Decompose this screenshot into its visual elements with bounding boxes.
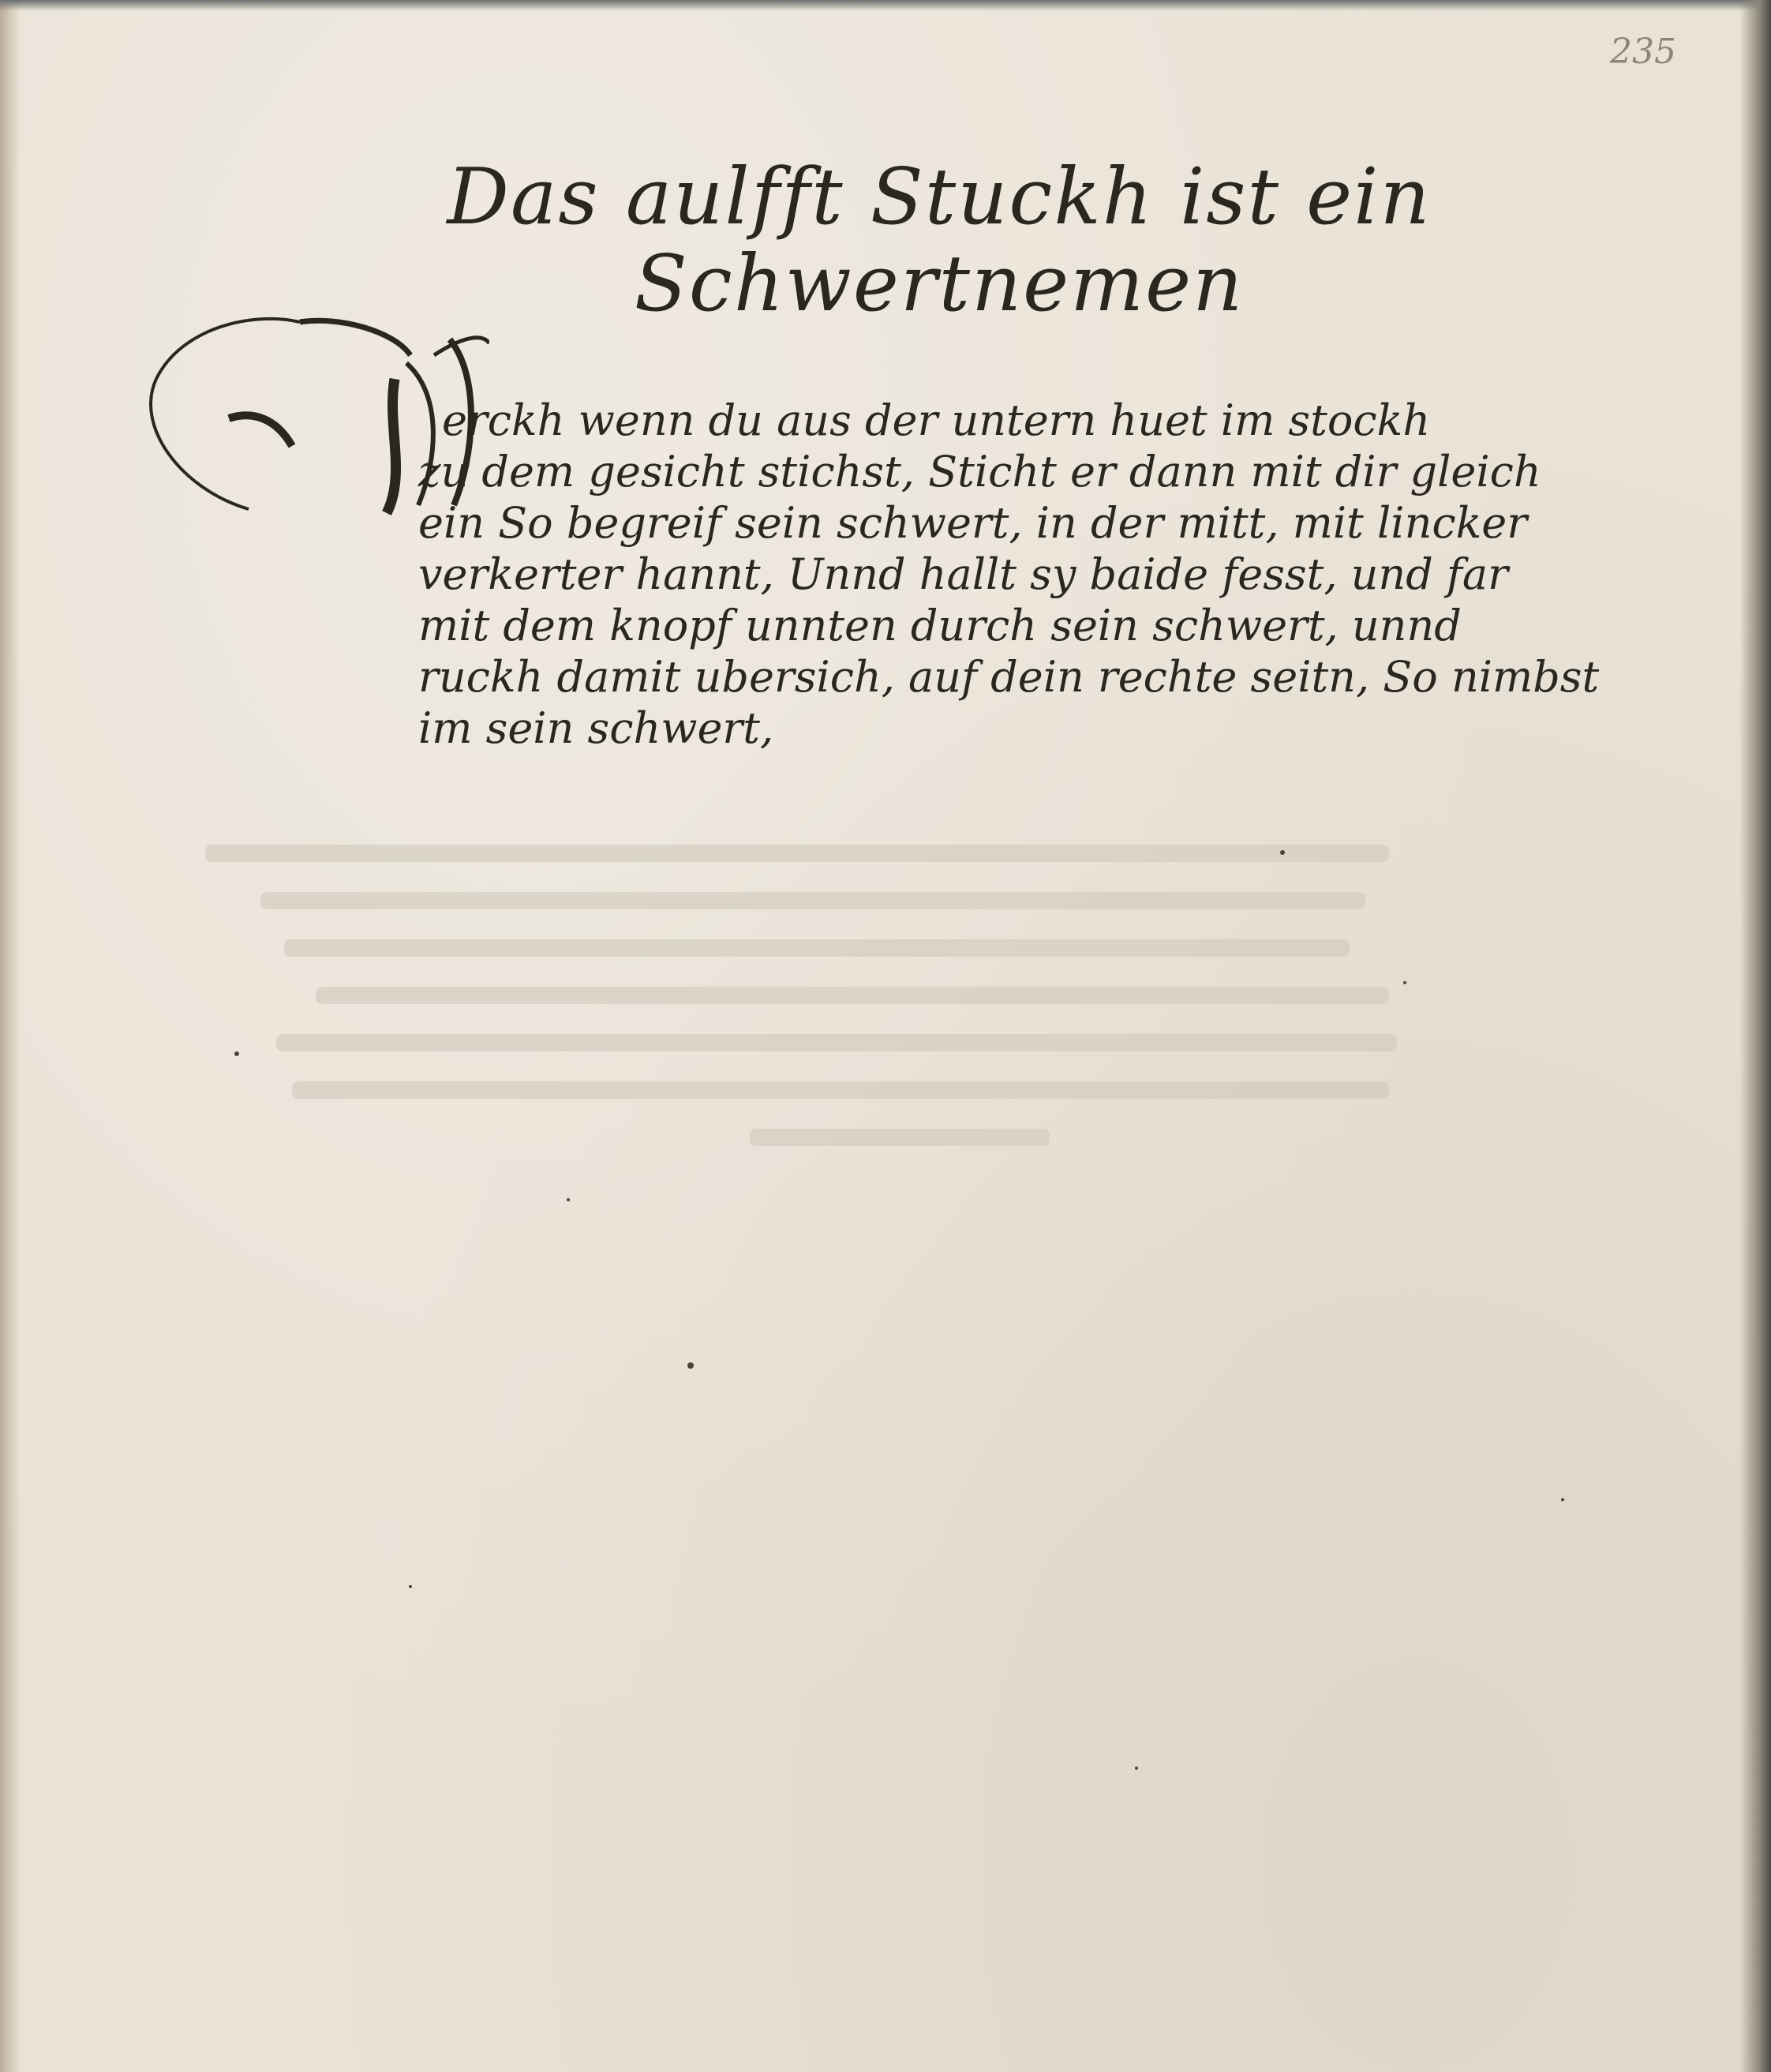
heading-line-1: Das aulfft Stuckh ist ein <box>447 152 1432 242</box>
folio-number: 235 <box>1610 32 1676 72</box>
body-line-6: ruckh damit ubersich, auf dein rechte seitn, So nimbst <box>418 652 1600 702</box>
body-line-7: im sein schwert, <box>418 703 774 753</box>
body-line-1: erckh wenn du aus der untern huet im stockh <box>442 395 1431 445</box>
body-line-2: zu dem gesicht stichst, Sticht er dann mit dir gleich <box>418 447 1541 496</box>
heading-line-2: Schwertnemen <box>634 239 1245 329</box>
body-line-5: mit dem knopf unnten durch sein schwert, unnd <box>418 601 1462 650</box>
body-line-3: ein So begreif sein schwert, in der mitt, mit lincker <box>418 498 1528 548</box>
body-line-4: verkerter hannt, Unnd hallt sy baide fesst, und far <box>418 549 1508 599</box>
